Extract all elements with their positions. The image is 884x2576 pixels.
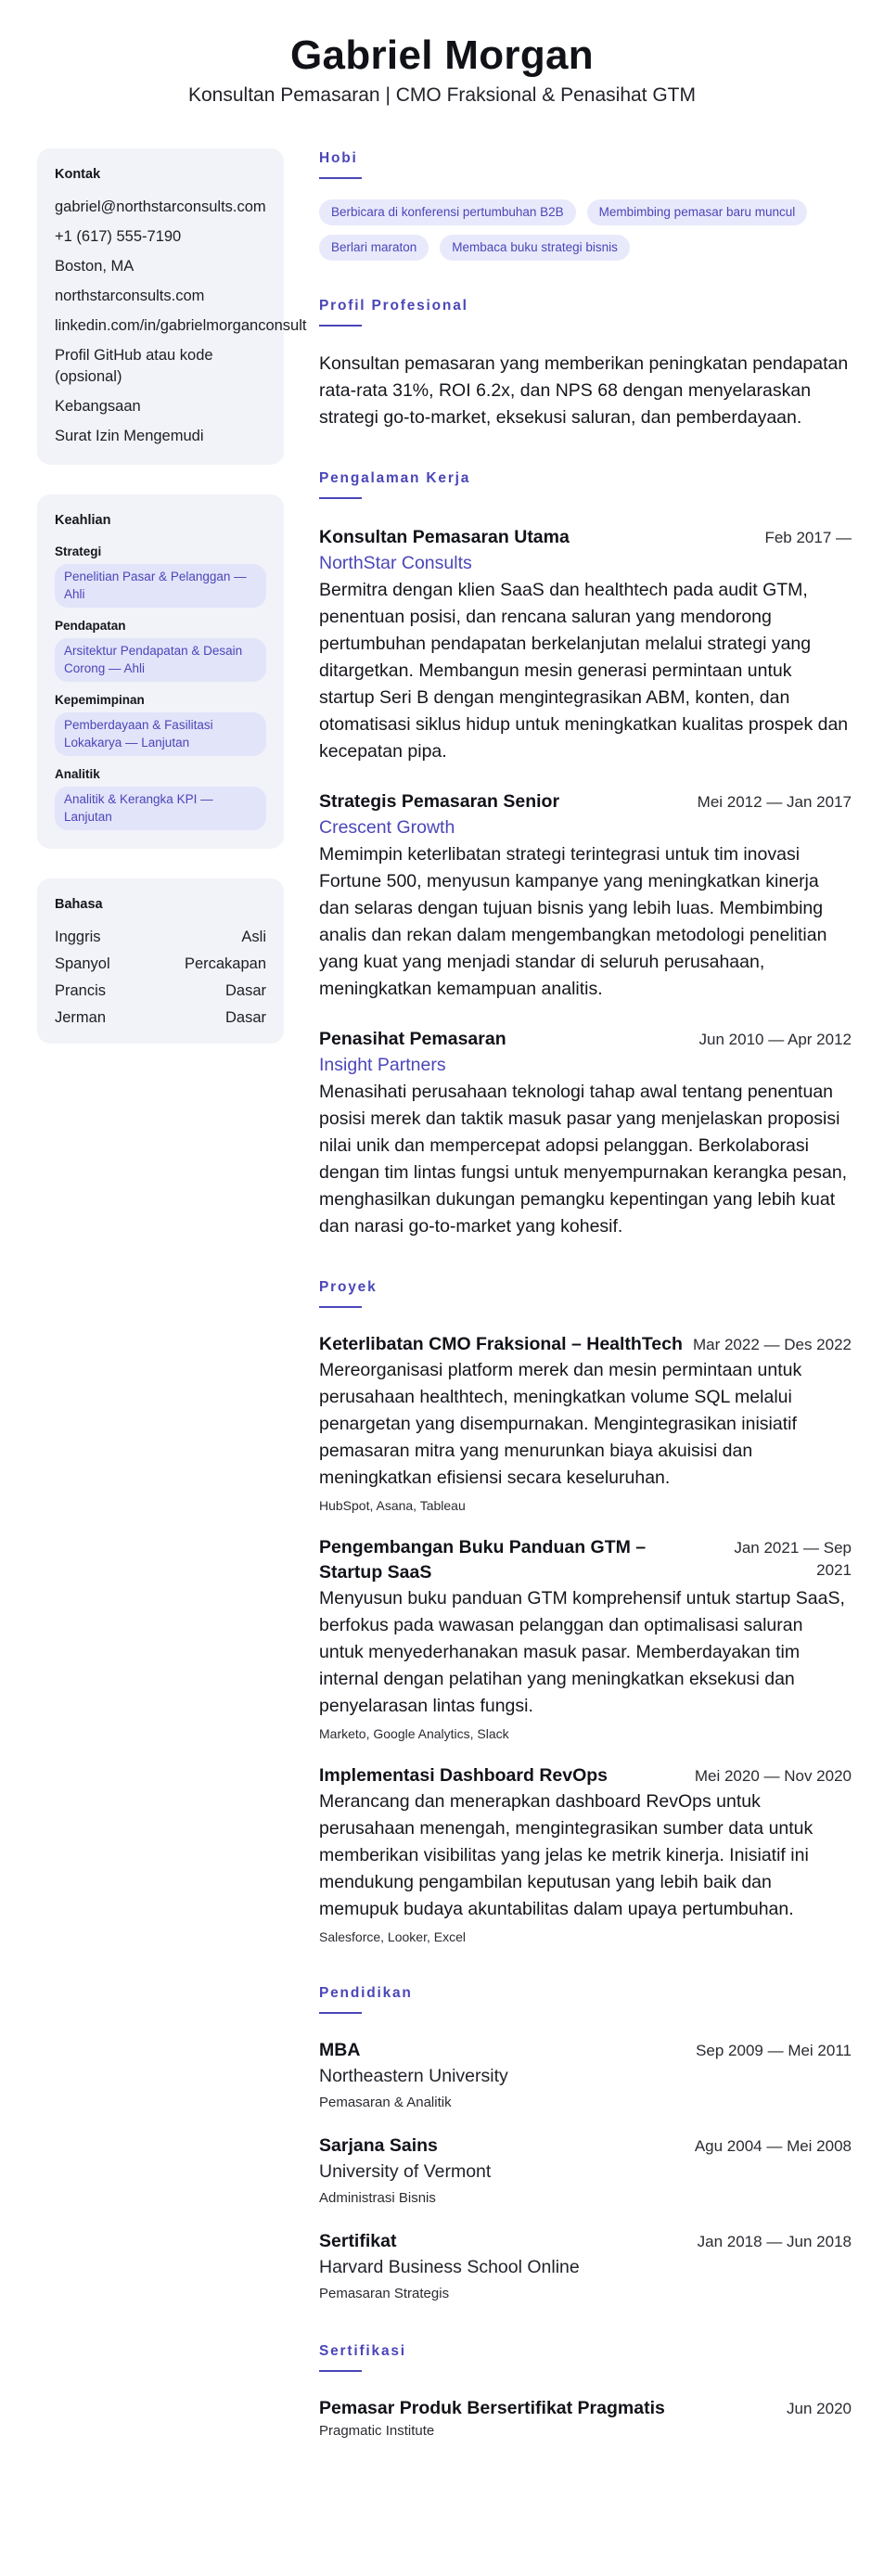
certification-issuer: Pragmatic Institute: [319, 2423, 435, 2439]
project-title: Pengembangan Buku Panduan GTM – Startup SaaS: [319, 1537, 647, 1583]
skill-tag: Penelitian Pasar & Pelanggan — Ahli: [55, 564, 266, 608]
section-divider: [319, 2370, 362, 2372]
education-entry: [319, 2038, 852, 2113]
field-of-study: Pemasaran Strategis: [319, 2286, 450, 2301]
experience-entry: [319, 1027, 852, 1240]
skill-category: Analitik: [55, 767, 100, 781]
hobbies-section: [319, 148, 852, 261]
education-section: [319, 1983, 852, 2304]
contact-email[interactable]: gabriel@northstarconsults.com: [55, 199, 266, 215]
job-company: Insight Partners: [319, 1055, 446, 1075]
projects-title: Proyek: [319, 1279, 378, 1295]
project-title: Implementasi Dashboard RevOps: [319, 1765, 609, 1786]
main-column: [319, 148, 852, 2441]
section-divider: [319, 497, 362, 499]
contact-nationality: Kebangsaan: [55, 398, 141, 415]
hobby-tag: Berlari maraton: [319, 235, 429, 261]
hobby-tag: Membaca buku strategi bisnis: [440, 235, 630, 261]
project-description: Mereorganisasi platform merek dan mesin permintaan untuk perusahaan healthtech, meningkatkan volume SQL melalui penargetan yang disempurnakan. Mengintegrasikan inisiatif pemasaran mitra yang menurunkan biaya akuisisi dan meningkatkan efisiensi secara keseluruhan.: [319, 1360, 802, 1488]
project-description: Menyusun buku panduan GTM komprehensif untuk startup SaaS, berfokus pada wawasan pelanggan dan optimalisasi saluran untuk menyederhanakan masuk pasar. Memberdayakan tim internal dengan pelatihan yang meningkatkan eksekusi dan penyelarasan lintas fungsi.: [319, 1588, 845, 1716]
job-title: Konsultan Pemasaran Utama: [319, 527, 570, 547]
job-company: NorthStar Consults: [319, 553, 472, 573]
certification-name: Pemasar Produk Bersertifikat Pragmatis: [319, 2398, 665, 2418]
language-name: Inggris: [55, 929, 101, 945]
job-date: Mei 2012 — Jan 2017: [697, 793, 852, 811]
job-date: Feb 2017 —: [764, 529, 852, 546]
section-divider: [319, 177, 362, 179]
certifications-section: [319, 2341, 852, 2441]
project-entry: [319, 1332, 852, 1515]
contact-linkedin[interactable]: linkedin.com/in/gabrielmorganconsult: [55, 317, 307, 334]
resume-header: [0, 32, 884, 109]
job-description: Memimpin keterlibatan strategi terintegrasi untuk tim inovasi Fortune 500, menyusun kampanye yang meningkatkan kinerja dan selaras dengan tujuan bisnis yang lebih luas. Membimbing analis dan rekan dalam mengembangkan metodologi penelitian yang kuat yang menjadi standar di seluruh perusahaan, meningkatkan kemampuan analitis.: [319, 844, 827, 999]
project-date: Jan 2021 — Sep 2021: [734, 1539, 852, 1579]
school-name: Northeastern University: [319, 2066, 508, 2086]
project-title: Keterlibatan CMO Fraksional – HealthTech: [319, 1334, 683, 1354]
language-level: Asli: [241, 929, 266, 945]
certification-date: Jun 2020: [787, 2400, 852, 2417]
education-date: Agu 2004 — Mei 2008: [694, 2137, 852, 2155]
school-name: Harvard Business School Online: [319, 2257, 580, 2277]
language-row: [55, 980, 266, 1002]
project-tools: Salesforce, Looker, Excel: [319, 1929, 466, 1944]
project-entry: [319, 1763, 852, 1946]
education-date: Sep 2009 — Mei 2011: [696, 2042, 852, 2059]
language-row: [55, 954, 266, 975]
education-entry: [319, 2229, 852, 2304]
skill-group: [55, 543, 266, 608]
job-title: Strategis Pemasaran Senior: [319, 791, 560, 812]
education-date: Jan 2018 — Jun 2018: [697, 2233, 852, 2250]
degree-title: Sertifikat: [319, 2231, 397, 2251]
skill-tag: Pemberdayaan & Fasilitasi Lokakarya — Lanjutan: [55, 712, 266, 756]
job-description: Menasihati perusahaan teknologi tahap awal tentang penentuan posisi merek dan taktik masuk pasar yang menjelaskan proposisi nilai unik dan mempercepat adopsi pelanggan. Berkolaborasi dengan tim lintas fungsi untuk menyempurnakan kerangka pesan, menghasilkan dukungan pemangku kepentingan yang lebih kuat dan narasi go-to-market yang kohesif.: [319, 1082, 848, 1237]
project-tools: HubSpot, Asana, Tableau: [319, 1498, 466, 1513]
languages-title: Bahasa: [55, 897, 103, 912]
field-of-study: Administrasi Bisnis: [319, 2190, 436, 2206]
school-name: University of Vermont: [319, 2161, 492, 2182]
language-level: Percakapan: [184, 955, 266, 972]
languages-card: [37, 878, 284, 1044]
profile-summary: Konsultan pemasaran yang memberikan peningkatan pendapatan rata-rata 31%, ROI 6.2x, dan NPS 68 dengan menyelaraskan strategi go-to-market, eksekusi saluran, dan pemberdayaan.: [319, 353, 849, 428]
certifications-title: Sertifikasi: [319, 2343, 406, 2359]
job-title: Penasihat Pemasaran: [319, 1029, 506, 1049]
language-name: Prancis: [55, 982, 107, 999]
contact-location: Boston, MA: [55, 258, 135, 275]
hobby-tag: Berbicara di konferensi pertumbuhan B2B: [319, 199, 576, 225]
skills-title: Keahlian: [55, 513, 111, 528]
language-row: [55, 927, 266, 948]
skill-group: [55, 691, 266, 756]
job-description: Bermitra dengan klien SaaS dan healthtech pada audit GTM, penentuan posisi, dan rencana saluran yang mendorong pertumbuhan pendapatan berkelanjutan melalui strategi yang ditargetkan. Membangun mesin generasi permintaan untuk startup Seri B dengan mengintegrasikan ABM, konten, dan otomatisasi siklus hidup untuk meningkatkan kualitas prospek dan kecepatan pipa.: [319, 580, 849, 762]
language-row: [55, 1007, 266, 1029]
sidebar: [37, 148, 307, 1073]
field-of-study: Pemasaran & Analitik: [319, 2095, 452, 2110]
candidate-tagline: Konsultan Pemasaran | CMO Fraksional & Penasihat GTM: [187, 84, 696, 106]
language-level: Dasar: [224, 1009, 266, 1026]
section-divider: [319, 2012, 362, 2014]
language-name: Spanyol: [55, 955, 110, 972]
section-divider: [319, 1306, 362, 1308]
project-entry: [319, 1535, 852, 1743]
certification-entry: [319, 2396, 852, 2441]
education-title: Pendidikan: [319, 1985, 413, 2001]
language-level: Dasar: [224, 982, 266, 999]
experience-section: [319, 468, 852, 1240]
skill-category: Strategi: [55, 545, 102, 558]
skill-group: [55, 617, 266, 682]
skill-category: Pendapatan: [55, 619, 126, 633]
skill-group: [55, 765, 266, 830]
projects-section: [319, 1277, 852, 1946]
skills-card: [37, 494, 284, 849]
skill-category: Kepemimpinan: [55, 693, 145, 707]
contact-phone[interactable]: +1 (617) 555-7190: [55, 228, 182, 245]
project-description: Merancang dan menerapkan dashboard RevOps untuk perusahaan menengah, mengintegrasikan sumber data untuk memberikan visibilitas yang jelas ke metrik kinerja. Inisiatif ini mendukung pengambilan keputusan yang lebih baik dan memupuk budaya akuntabilitas dalam upaya pertumbuhan.: [319, 1791, 814, 1919]
hobbies-title: Hobi: [319, 150, 358, 166]
experience-entry: [319, 525, 852, 765]
project-date: Mei 2020 — Nov 2020: [694, 1767, 852, 1785]
job-date: Jun 2010 — Apr 2012: [698, 1031, 852, 1048]
profile-section: [319, 296, 852, 431]
contact-title: Kontak: [55, 167, 101, 182]
contact-card: [37, 148, 307, 465]
contact-website[interactable]: northstarconsults.com: [55, 288, 205, 304]
hobby-tag: Membimbing pemasar baru muncul: [587, 199, 808, 225]
project-tools: Marketo, Google Analytics, Slack: [319, 1726, 509, 1741]
skill-tag: Analitik & Kerangka KPI — Lanjutan: [55, 787, 266, 830]
contact-license: Surat Izin Mengemudi: [55, 428, 204, 444]
education-entry: [319, 2134, 852, 2209]
job-company: Crescent Growth: [319, 817, 455, 838]
experience-entry: [319, 789, 852, 1003]
language-name: Jerman: [55, 1009, 107, 1026]
profile-title: Profil Profesional: [319, 298, 468, 314]
project-date: Mar 2022 — Des 2022: [692, 1336, 852, 1353]
skill-tag: Arsitektur Pendapatan & Desain Corong — Ahli: [55, 638, 266, 682]
section-divider: [319, 325, 362, 327]
candidate-name: Gabriel Morgan: [290, 32, 594, 78]
degree-title: Sarjana Sains: [319, 2135, 438, 2156]
degree-title: MBA: [319, 2040, 361, 2060]
contact-github: Profil GitHub atau kode (opsional): [55, 347, 213, 385]
experience-title: Pengalaman Kerja: [319, 470, 471, 486]
